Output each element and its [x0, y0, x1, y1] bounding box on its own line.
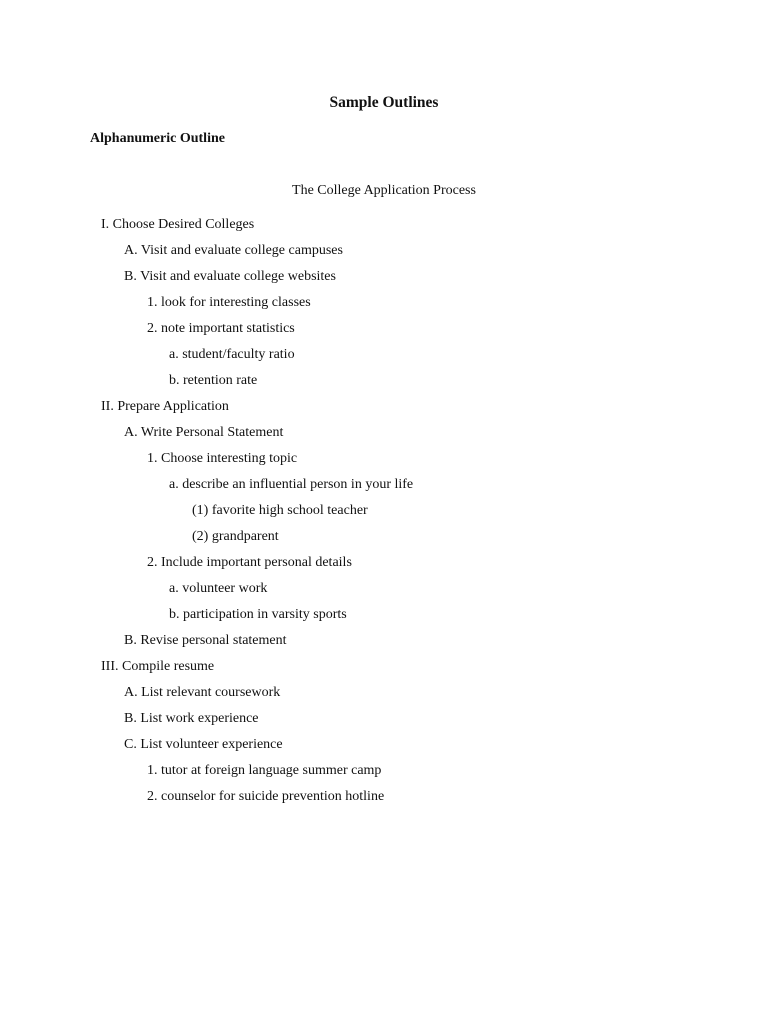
outline-item: b. retention rate	[169, 373, 258, 388]
outline-subtitle: The College Application Process	[292, 183, 476, 198]
outline-item: B. List work experience	[124, 711, 259, 726]
outline-item: I. Choose Desired Colleges	[101, 217, 255, 232]
outline-item: (2) grandparent	[192, 529, 279, 544]
outline-item: A. Write Personal Statement	[124, 425, 284, 440]
outline-item: B. Revise personal statement	[124, 633, 287, 648]
outline-item: A. Visit and evaluate college campuses	[124, 243, 343, 258]
outline-item: a. student/faculty ratio	[169, 347, 295, 362]
outline-item: 2. counselor for suicide prevention hotline	[147, 789, 385, 804]
outline-item: a. describe an influential person in your life	[169, 477, 414, 492]
outline-item: III. Compile resume	[101, 659, 215, 674]
outline-item: a. volunteer work	[169, 581, 268, 596]
outline-item: 1. look for interesting classes	[147, 295, 311, 310]
outline-item: B. Visit and evaluate college websites	[124, 269, 336, 284]
section-heading: Alphanumeric Outline	[90, 131, 225, 146]
outline-item: 1. Choose interesting topic	[147, 451, 298, 466]
outline-item: (1) favorite high school teacher	[192, 503, 368, 518]
outline-item: II. Prepare Application	[101, 399, 229, 414]
page-title: Sample Outlines	[329, 94, 439, 111]
outline-item: A. List relevant coursework	[124, 685, 281, 700]
outline-item: 1. tutor at foreign language summer camp	[147, 763, 382, 778]
outline-list	[0, 216, 768, 814]
outline-item: 2. note important statistics	[147, 321, 295, 336]
outline-item: b. participation in varsity sports	[169, 607, 347, 622]
outline-item: C. List volunteer experience	[124, 737, 283, 752]
outline-item: 2. Include important personal details	[147, 555, 352, 570]
